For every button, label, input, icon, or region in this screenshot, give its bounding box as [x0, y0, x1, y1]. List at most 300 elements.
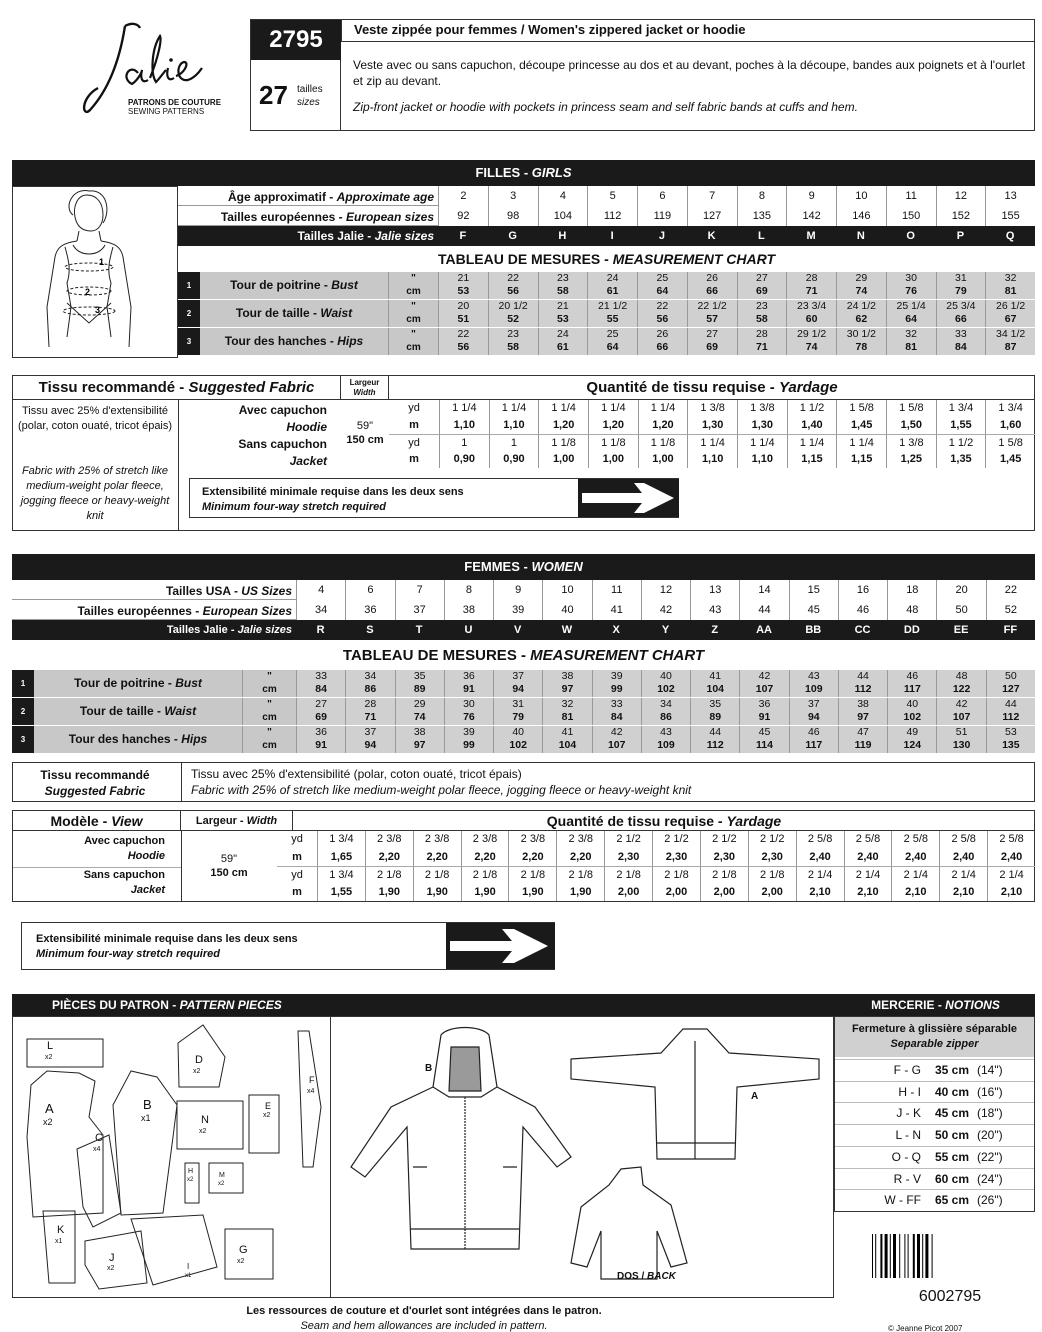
girls-euro-cell: 92 — [438, 206, 488, 226]
girls-yardage-cell: 1 5/8 — [886, 400, 936, 417]
women-measure-inch: 40 — [512, 726, 525, 738]
women-euro-cell: 36 — [345, 600, 394, 620]
women-jalie-cell: W — [561, 624, 573, 636]
women-fabric-fr: Tissu avec 25% d'extensibilité (polar, coton ouaté, tricot épais) — [191, 767, 522, 781]
svg-text:2: 2 — [85, 287, 91, 297]
women-yardage-cell: 2 5/8 — [939, 831, 987, 849]
girls-measure-inch: 20 1/2 — [498, 300, 528, 312]
women-yardage-cell: 2,30 — [700, 849, 748, 867]
women-measure-cell — [395, 726, 444, 753]
women-us-cell: 18 — [887, 580, 936, 600]
women-us-cell: 22 — [986, 580, 1035, 600]
piece-C: C — [95, 1132, 103, 1144]
zipper-size-row — [835, 1059, 1034, 1081]
girls-jalie-cell: J — [658, 230, 665, 242]
girls-measure-cell — [488, 272, 538, 299]
women-us-cell: 11 — [592, 580, 641, 600]
girls-chart-title — [178, 248, 1035, 270]
women-measure-cm: 102 — [509, 739, 527, 751]
zipper-length-cm: 45 cm — [935, 1106, 970, 1121]
girls-euro-cell: 135 — [737, 206, 787, 226]
women-measure-cell — [542, 698, 591, 725]
girls-measure-cell — [737, 328, 787, 355]
girls-title-en: GIRLS — [531, 165, 572, 180]
girls-measure-cell — [886, 272, 936, 299]
women-title-fr: FEMMES - — [464, 559, 532, 574]
girls-measure-cm: 64 — [606, 341, 619, 353]
girls-euro-label-en: European sizes — [345, 210, 434, 224]
women-measure-inch: 34 — [660, 698, 672, 710]
women-yardage-cell: 2 1/4 — [939, 866, 987, 884]
women-measure-number: 2 — [12, 698, 34, 725]
zipper-length-cm: 65 cm — [935, 1193, 970, 1208]
women-jalie-cell: V — [514, 624, 522, 636]
girls-measure-cm: 52 — [507, 313, 519, 325]
zipper-sizes: O - Q — [891, 1149, 921, 1164]
women-yardage-cell: 2 1/4 — [891, 866, 939, 884]
women-hoodie-label — [13, 834, 165, 864]
girls-measure-inch: 21 — [457, 272, 470, 284]
copyright: © Jeanne Picot 2007 — [888, 1324, 963, 1332]
women-jalie-cell: S — [366, 624, 374, 636]
women-fabric-title-fr: Tissu recommandé — [40, 768, 150, 782]
women-euro-cell: 44 — [739, 600, 788, 620]
girls-measure-cm: 71 — [756, 341, 768, 353]
women-measure-cell — [986, 726, 1035, 753]
women-measure-cm: 109 — [805, 683, 823, 695]
girls-measure-inch: 25 — [606, 328, 619, 340]
girls-euro-cell: 150 — [886, 206, 936, 226]
women-measure-cm: 102 — [657, 683, 675, 695]
women-jacket-en: Jacket — [130, 884, 165, 896]
girls-measure-cm: 56 — [656, 313, 669, 325]
girls-yardage-cell: 1 1/8 — [588, 434, 638, 451]
women-euro-label-fr: Tailles européennes - — [77, 604, 203, 618]
unit-inch: " — [411, 329, 416, 340]
girls-chart-title-en: MEASUREMENT CHART — [612, 251, 776, 267]
piece-K: K — [57, 1224, 65, 1236]
women-measure-inch: 44 — [857, 670, 869, 682]
women-measure-inch: 43 — [807, 670, 820, 682]
women-euro-cell: 50 — [936, 600, 985, 620]
body-figure — [12, 186, 178, 358]
girls-width-en: Width — [353, 388, 376, 397]
girls-jalie-cell: O — [906, 230, 915, 242]
sizes-count: 27 — [259, 80, 288, 110]
women-measure-cm: 99 — [463, 739, 475, 751]
girls-measure-inch: 29 — [855, 272, 868, 284]
women-measure-cell — [838, 698, 887, 725]
women-yardage-cell: 1,90 — [556, 884, 604, 902]
notions-title — [836, 994, 1035, 1016]
girls-width-header — [341, 376, 389, 400]
women-measure-cell — [789, 670, 838, 697]
women-yardage-cell: 2,40 — [796, 849, 844, 867]
girls-measure-inch: 28 — [805, 272, 818, 284]
girls-age-cell: 4 — [538, 186, 588, 206]
girls-age-cell: 5 — [587, 186, 637, 206]
women-measure-cell — [936, 698, 985, 725]
women-measure-cm: 107 — [755, 683, 774, 695]
description-en: Zip-front jacket or hoodie with pockets in princess seam and self fabric bands at cuffs and hem. — [353, 100, 858, 114]
girls-measure-row — [178, 272, 1035, 300]
girls-measure-cm: 53 — [557, 313, 569, 325]
women-measure-cm: 112 — [706, 739, 724, 751]
women-yardage-cell: 2 1/8 — [700, 866, 748, 884]
women-measure-cm: 124 — [903, 739, 922, 751]
girls-age-cell: 10 — [836, 186, 886, 206]
girls-jalie-cell: M — [806, 230, 816, 242]
girls-yardage-en: Yardage — [778, 379, 838, 396]
girls-chart-title-fr: TABLEAU DE MESURES - — [437, 251, 613, 267]
girls-measure-cm: 76 — [905, 285, 917, 297]
girls-yardage-cell: 1,50 — [886, 417, 936, 434]
women-euro-cell: 39 — [493, 600, 542, 620]
girls-yardage-unit: yd — [408, 402, 420, 414]
unit-cm: cm — [262, 684, 277, 695]
women-measure-inch: 33 — [610, 698, 623, 710]
pattern-number: 2795 — [251, 20, 341, 60]
women-yardage-cell: 2,40 — [844, 849, 892, 867]
women-measure-cm: 99 — [610, 683, 623, 695]
women-us-cell: 20 — [936, 580, 985, 600]
unit-cm: cm — [262, 740, 277, 751]
girls-yardage-cell: 1 1/4 — [489, 400, 539, 417]
women-measure-inch: 27 — [315, 698, 327, 710]
girls-measure-cm: 71 — [805, 285, 818, 297]
women-hoodie-en: Hoodie — [127, 850, 165, 862]
women-measure-cm: 135 — [1002, 739, 1020, 751]
women-yardage-cell: 2,00 — [604, 884, 652, 902]
women-measure-inch: 47 — [857, 726, 869, 738]
girls-measure-table — [178, 272, 1035, 358]
women-stretch-arrow-icon — [446, 923, 555, 969]
girls-measure-cell — [836, 272, 886, 299]
girls-stretch-note — [189, 478, 679, 518]
girls-title-fr: FILLES - — [475, 165, 532, 180]
women-view-en: View — [111, 813, 143, 829]
women-yardage-cell: 2,20 — [413, 849, 461, 867]
barcode-bar — [908, 1234, 909, 1278]
pattern-title: Veste zippée pour femmes / Women's zippered jacket or hoodie — [354, 22, 746, 37]
women-measure-cell — [641, 670, 690, 697]
women-measure-cm: 79 — [512, 711, 525, 723]
women-measure-cell — [444, 726, 493, 753]
women-yardage-cell: 1,90 — [413, 884, 461, 902]
girls-measure-cm: 69 — [756, 285, 768, 297]
women-yardage-cell: 2 3/8 — [461, 831, 509, 849]
women-jalie-cell: CC — [854, 624, 871, 636]
women-fabric-en: Fabric with 25% of stretch like medium-weight polar fleece, jogging fleece or heavy-weight knit — [191, 783, 692, 797]
women-measure-label-fr: Tour de taille - — [79, 704, 165, 718]
girls-measure-cell — [936, 328, 986, 355]
girls-measure-cm: 74 — [855, 285, 868, 297]
women-measure-cm: 94 — [512, 683, 525, 695]
women-chart-title-fr: TABLEAU DE MESURES - — [342, 647, 531, 664]
women-yardage-cell: 2 1/4 — [844, 866, 892, 884]
girls-measure-cm: 56 — [507, 285, 519, 297]
girls-measure-cm: 64 — [656, 285, 669, 297]
girls-yardage-unit: yd — [389, 434, 439, 451]
girls-yardage-cell: 1 1/4 — [538, 400, 588, 417]
women-euro-cell: 34 — [296, 600, 345, 620]
women-measure-cm: 130 — [952, 739, 971, 751]
women-yardage-cell: 2,40 — [987, 849, 1035, 867]
women-measure-cm: 76 — [463, 711, 475, 723]
women-measure-cm: 102 — [903, 711, 922, 723]
girls-measure-cm: 78 — [855, 341, 868, 353]
zipper-length-in: (20") — [977, 1128, 1003, 1143]
girls-measure-cell — [438, 300, 488, 327]
body-measure-illustration — [13, 187, 177, 357]
girls-measure-cm: 53 — [457, 285, 470, 297]
girls-jalie-cell: Q — [1005, 230, 1015, 242]
girls-measure-cell — [687, 328, 737, 355]
girls-yardage-cell: 1 3/4 — [936, 400, 986, 417]
girls-measure-inch: 30 1/2 — [846, 328, 876, 340]
unit-inch: " — [411, 273, 416, 284]
notions-box — [834, 1016, 1035, 1212]
girls-measure-cell — [587, 272, 637, 299]
piece-D: D — [195, 1054, 203, 1066]
girls-measure-cm: 84 — [955, 341, 967, 353]
women-measure-cell — [690, 726, 739, 753]
girls-size-table — [178, 186, 1035, 248]
girls-measure-inch: 32 — [1004, 272, 1017, 284]
description-fr: Veste avec ou sans capuchon, découpe princesse au dos et au devant, poches à la découpe, bandes aux poignets et à l'ourlet et zip au devant. — [353, 58, 1026, 88]
girls-measure-inch: 23 — [557, 272, 569, 284]
girls-fabric-en: Fabric with 25% of stretch like medium-weight polar fleece, jogging fleece or heavy-weight knit — [20, 465, 170, 522]
women-measure-cell — [887, 698, 936, 725]
girls-jalie-cell: H — [558, 230, 567, 242]
girls-measure-cm: 58 — [507, 341, 519, 353]
girls-jacket-en: Jacket — [289, 454, 327, 468]
girls-age-cell: 6 — [637, 186, 687, 206]
girls-yardage-cell: 1,00 — [588, 451, 638, 468]
women-yardage-cell: 2,10 — [987, 884, 1035, 902]
zipper-title-en: Separable zipper — [890, 1038, 979, 1050]
girls-yardage-cell: 1 1/4 — [588, 400, 638, 417]
girls-yardage-cell: 1 1/4 — [836, 434, 886, 451]
girls-measure-cell — [637, 328, 687, 355]
notions-title-en: NOTIONS — [945, 998, 1000, 1012]
back-label-fr: DOS / — [617, 1271, 648, 1282]
women-measure-cell — [641, 698, 690, 725]
women-size-table — [12, 580, 1035, 642]
girls-jalie-cell: I — [610, 230, 614, 242]
girls-measure-inch: 25 3/4 — [946, 300, 976, 312]
girls-yardage-cell: 1 1/4 — [687, 434, 737, 451]
women-jalie-cell: U — [464, 624, 473, 636]
girls-measure-label — [200, 328, 388, 355]
women-yardage-cell: 2 1/2 — [604, 831, 652, 849]
piece-A: A — [45, 1101, 54, 1116]
girls-measure-label — [200, 272, 388, 299]
girls-measure-inch: 22 — [656, 300, 669, 312]
girls-yardage-cell: 1 5/8 — [985, 434, 1035, 451]
girls-measure-cell — [538, 300, 588, 327]
girls-measure-cm: 56 — [457, 341, 470, 353]
women-yardage-en: Yardage — [726, 813, 782, 829]
girls-jalie-cell: G — [508, 230, 517, 242]
women-yardage-cell: 2 1/8 — [508, 866, 556, 884]
women-yardage-cell: 2 3/8 — [365, 831, 413, 849]
women-measure-cell — [936, 670, 985, 697]
women-fabric-title — [13, 767, 177, 799]
women-measure-inch: 46 — [807, 726, 820, 738]
girls-euro-cell: 104 — [538, 206, 588, 226]
women-measure-inch: 35 — [413, 670, 426, 682]
zipper-size-row — [835, 1081, 1034, 1103]
women-us-cell: 15 — [789, 580, 838, 600]
girls-age-cell: 9 — [786, 186, 836, 206]
women-measure-cell — [936, 726, 985, 753]
girls-measure-inch: 26 1/2 — [996, 300, 1026, 312]
women-yardage-cell: 2,40 — [939, 849, 987, 867]
women-us-cell: 8 — [444, 580, 493, 600]
girls-yardage-unit: m — [409, 453, 419, 465]
girls-yardage-cell: 1 1/8 — [538, 434, 588, 451]
girls-yardage-cell: 1 — [439, 434, 489, 451]
women-measure-cm: 94 — [807, 711, 820, 723]
girls-measure-row — [178, 300, 1035, 328]
unit-inch: " — [411, 301, 416, 312]
women-yardage-cell: 2 1/8 — [461, 866, 509, 884]
women-measure-cm: 81 — [561, 711, 574, 723]
women-yardage-cell: 2 1/8 — [365, 866, 413, 884]
piece-J-count: x2 — [107, 1265, 115, 1272]
pattern-pieces-diagram — [13, 1017, 329, 1297]
women-measure-inch: 44 — [1005, 698, 1017, 710]
svg-text:3: 3 — [95, 305, 101, 315]
piece-K-count: x1 — [55, 1238, 63, 1245]
piece-I-count: x1 — [185, 1273, 192, 1279]
girls-measure-cell — [488, 300, 538, 327]
women-yardage-cell: 2,00 — [748, 884, 796, 902]
women-yardage-cell: 2 1/8 — [652, 866, 700, 884]
women-yardage-cell: 2 1/2 — [748, 831, 796, 849]
girls-yardage-cell: 1,40 — [787, 417, 837, 434]
piece-G-count: x2 — [237, 1258, 245, 1265]
women-yardage-cell: 2 5/8 — [844, 831, 892, 849]
girls-measure-cm: 51 — [457, 313, 470, 325]
girls-measure-inch: 26 — [656, 328, 669, 340]
girls-hoodie-en: Hoodie — [286, 420, 327, 434]
barcode-icon — [870, 1234, 1030, 1278]
women-measure-cm: 112 — [854, 683, 872, 695]
women-measure-cm: 119 — [854, 739, 872, 751]
girls-measure-inch: 23 — [507, 328, 519, 340]
women-measure-cell — [641, 726, 690, 753]
girls-age-cell: 13 — [985, 186, 1035, 206]
sizes-label-fr: tailles — [297, 84, 323, 95]
girls-yardage-cell: 1 3/4 — [985, 400, 1035, 417]
girls-jacket-label — [179, 436, 327, 470]
zipper-length-in: (26") — [977, 1193, 1003, 1208]
women-measure-inch: 51 — [955, 726, 968, 738]
women-measure-cm: 107 — [952, 711, 971, 723]
girls-measure-cell — [936, 272, 986, 299]
women-measure-inch: 40 — [906, 698, 919, 710]
women-measure-inch: 39 — [463, 726, 475, 738]
girls-measure-cm: 62 — [855, 313, 868, 325]
women-yardage-cell: 2 5/8 — [891, 831, 939, 849]
girls-measure-cm: 69 — [706, 341, 718, 353]
girls-measure-cell — [438, 328, 488, 355]
women-measure-cell — [493, 670, 542, 697]
girls-measure-cell — [886, 328, 936, 355]
zipper-length-cm: 35 cm — [935, 1063, 970, 1077]
barcode-bar — [893, 1234, 896, 1278]
women-euro-cell: 37 — [395, 600, 444, 620]
girls-measure-inch: 21 — [557, 300, 569, 312]
girls-measure-cell — [488, 328, 538, 355]
women-measure-inch: 42 — [955, 698, 968, 710]
girls-fabric-fr: Tissu avec 25% d'extensibilité (polar, coton ouaté, tricot épais) — [17, 405, 173, 432]
girls-euro-cell: 146 — [836, 206, 886, 226]
girls-euro-cell: 155 — [985, 206, 1035, 226]
women-us-cell: 13 — [690, 580, 739, 600]
view-a-label: A — [751, 1091, 759, 1102]
zipper-length-in: (24") — [977, 1171, 1003, 1186]
girls-yardage-cell: 1,15 — [836, 451, 886, 468]
women-us-cell: 4 — [296, 580, 345, 600]
girls-yardage-cell: 1,35 — [936, 451, 986, 468]
women-measure-cm: 94 — [364, 739, 377, 751]
girls-measure-cm: 66 — [706, 285, 718, 297]
girls-measure-cell — [587, 300, 637, 327]
women-measure-cell — [690, 698, 739, 725]
girls-measure-inch: 28 — [756, 328, 768, 340]
girls-euro-label-fr: Tailles européennes - — [220, 210, 346, 224]
women-measure-cell — [739, 698, 788, 725]
women-measure-cm: 104 — [558, 739, 577, 751]
women-measure-inch: 38 — [857, 698, 869, 710]
barcode-bar — [880, 1234, 882, 1278]
girls-yardage-cell: 1 3/8 — [886, 434, 936, 451]
girls-measure-cell — [985, 328, 1035, 355]
footer-fr: Les ressources de couture et d'ourlet sont intégrées dans le patron. — [246, 1305, 602, 1317]
girls-measure-inch: 27 — [756, 272, 768, 284]
women-measure-cell — [986, 670, 1035, 697]
women-measure-cell — [345, 698, 394, 725]
girls-section-title — [12, 160, 1035, 186]
jalie-logo — [80, 18, 230, 118]
back-view-label — [617, 1271, 677, 1282]
women-yardage-cell: 2 5/8 — [987, 831, 1035, 849]
women-measure-cm: 89 — [413, 683, 426, 695]
girls-yardage-cell: 1,30 — [687, 417, 737, 434]
girls-measure-cell — [786, 272, 836, 299]
girls-measure-cm: 55 — [606, 313, 619, 325]
women-measure-number: 3 — [12, 726, 34, 753]
barcode-bar — [913, 1234, 915, 1278]
piece-C-count: x4 — [93, 1146, 101, 1153]
women-measure-inch: 31 — [512, 698, 525, 710]
piece-N-count: x2 — [199, 1128, 207, 1135]
girls-fabric-title-en: Suggested Fabric — [188, 379, 315, 396]
women-jalie-cell: Z — [711, 624, 719, 636]
women-measure-cm: 91 — [758, 711, 771, 723]
zipper-size-row — [835, 1168, 1034, 1190]
girls-measure-inch: 27 — [706, 328, 718, 340]
sizes-label-en: sizes — [297, 97, 320, 108]
women-measure-cell — [789, 726, 838, 753]
women-measure-label-en: Hips — [181, 732, 208, 746]
women-jacket-label — [13, 868, 165, 898]
women-measure-row — [12, 698, 1035, 726]
women-measure-cm: 104 — [706, 683, 725, 695]
